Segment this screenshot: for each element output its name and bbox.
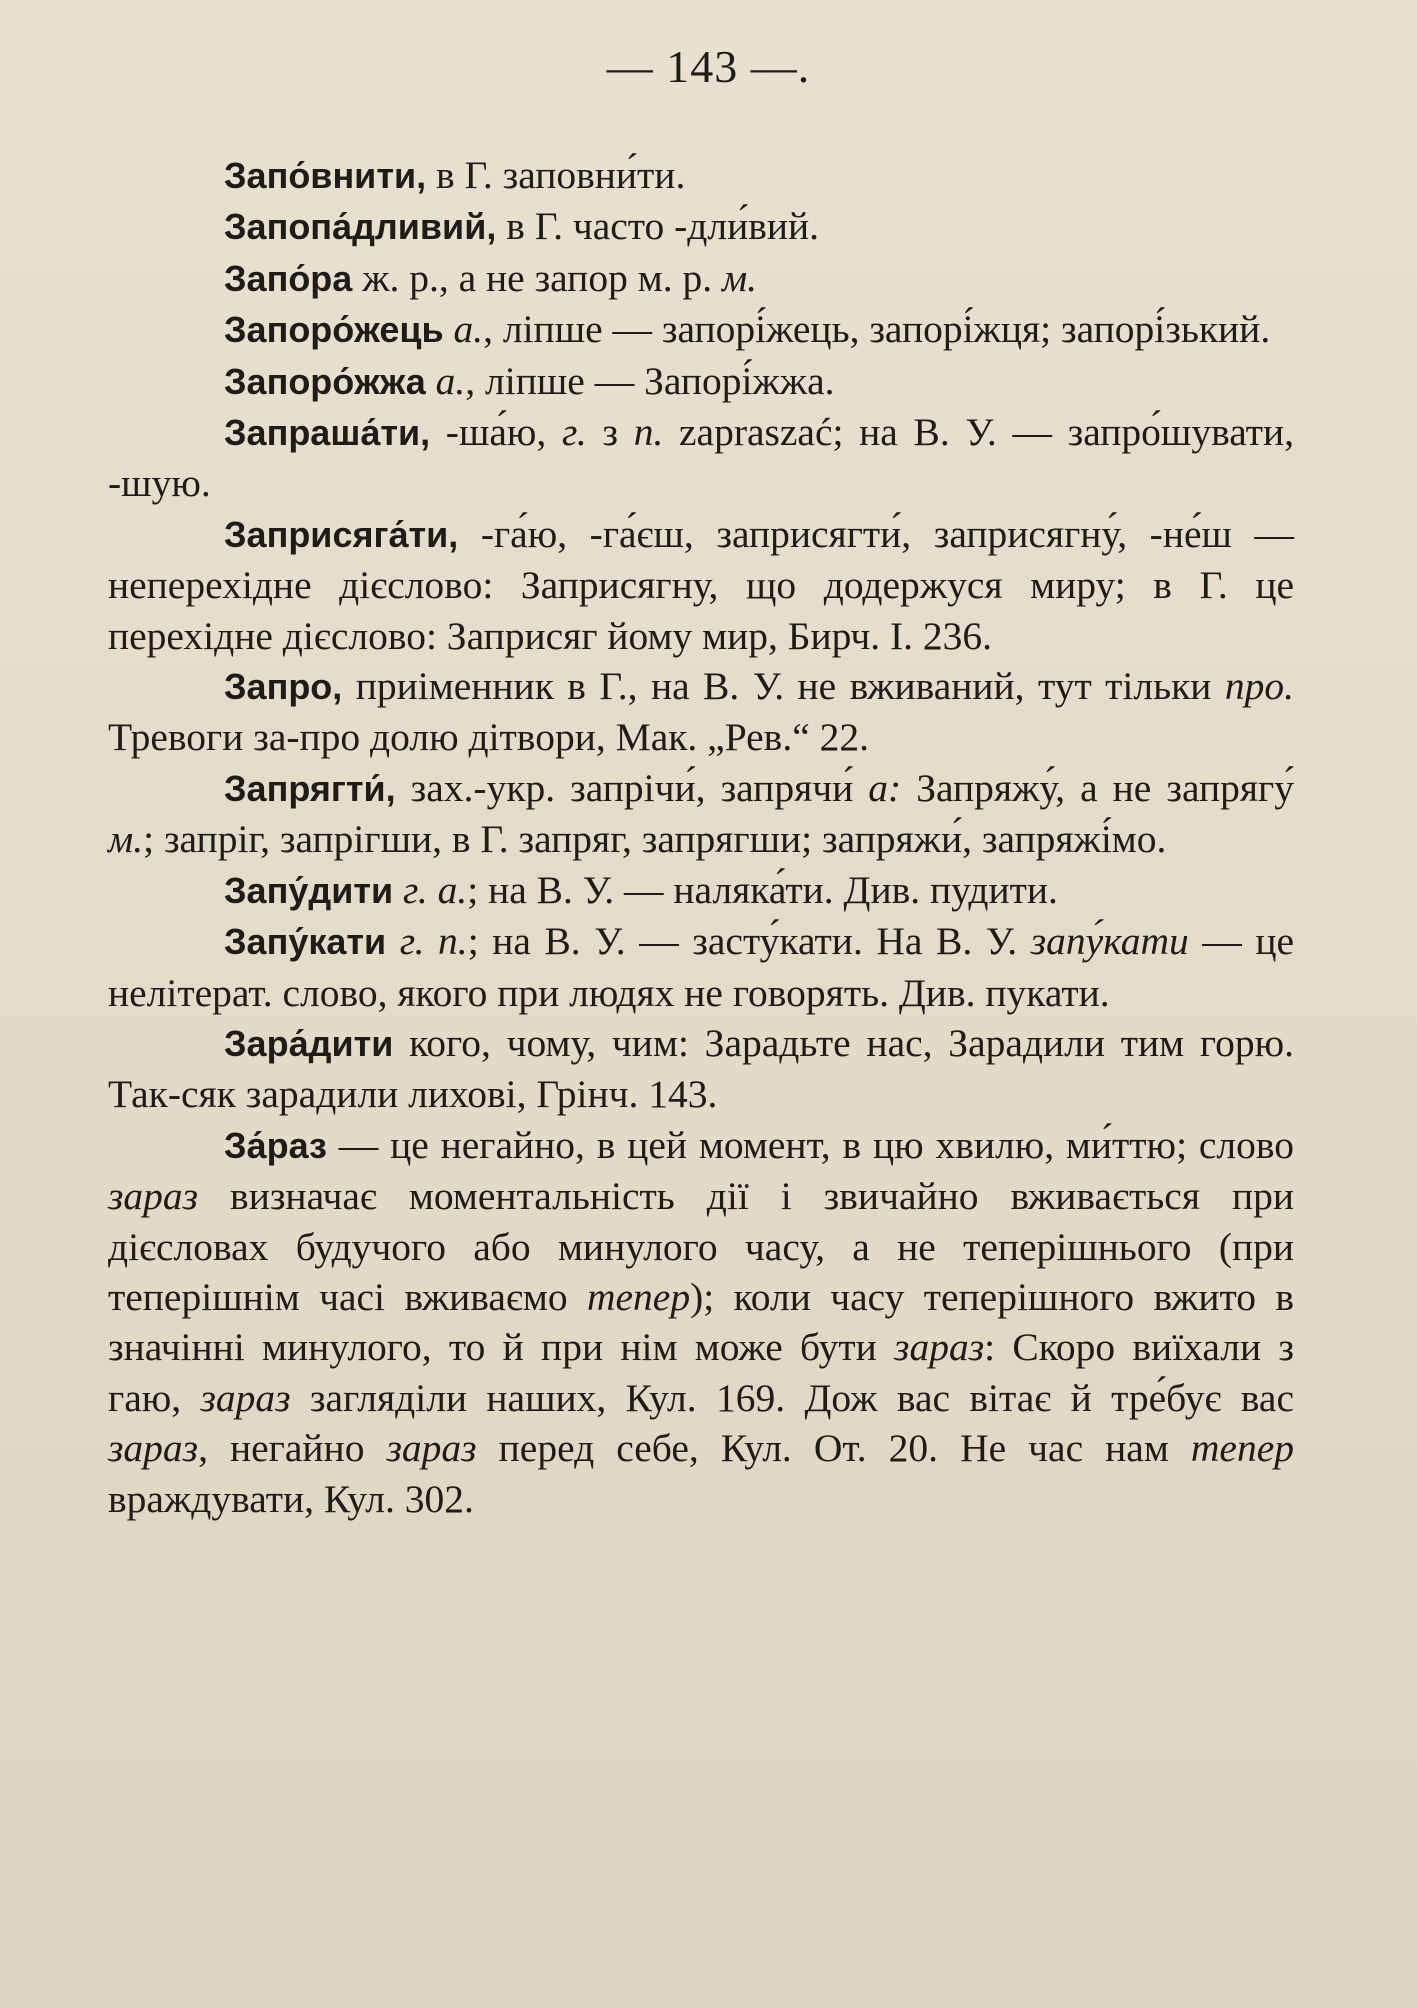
entry-text: враждувати, Кул. 302. — [108, 1476, 474, 1521]
entry-italic: зараз — [108, 1174, 199, 1219]
entry-italic: м. — [108, 817, 144, 862]
headword: Запраша́ти, — [224, 412, 431, 454]
entry-zapukaty — [108, 916, 1294, 1018]
entry-text: -ша́ю, — [430, 410, 562, 455]
entry-text: — це негайно, в цей момент, в цю хвилю, ми́ттю; слово — [326, 1122, 1294, 1167]
headword: Запро, — [224, 666, 343, 708]
entry-text: ; на В. У. — наляка́ти. Див. пудити. — [467, 867, 1058, 912]
entry-italic: г. п. — [399, 919, 468, 964]
entry-text: ; на В. У. — засту́кати. На В. У. — [467, 919, 1031, 964]
headword: За́раз — [224, 1124, 327, 1166]
headword: Запоро́жжа — [224, 360, 426, 402]
headword: Запрягти́, — [224, 767, 396, 809]
entry-zaproshaty — [108, 407, 1294, 509]
entry-italic: про. — [1224, 664, 1294, 709]
entry-italic: тепер — [1190, 1426, 1294, 1471]
page-number: — 143 —. — [606, 41, 811, 92]
entry-text: ; запріг, запрігши, в Г. запряг, запрягши; запряжи́, запряжі́мо. — [143, 817, 1167, 862]
entry-italic: а: — [868, 765, 902, 810]
headword: Запо́внити, — [224, 155, 427, 196]
headword: Запоро́жець — [224, 309, 444, 351]
entry-text: в Г. заповни́ти. — [426, 153, 686, 197]
entry-text — [386, 919, 400, 963]
headword: Зара́дити — [224, 1022, 394, 1064]
entry-text: Тревоги за-про долю дітвори, Мак. „Рев.“ 22. — [108, 715, 869, 760]
headword: Запу́кати — [224, 921, 387, 963]
entry-italic: г. а. — [402, 867, 468, 912]
entry-text: — це нелітерат. слово, якого при людях не говорять. Див. пукати. — [108, 919, 1295, 1015]
entry-text: zapraszać; на В. У. — запро́шувати, -шую. — [108, 410, 1294, 506]
entry-text: ж. р., а не запор м. р. — [352, 255, 722, 300]
entry-italic: тепер — [587, 1274, 691, 1319]
headword: Запу́дити — [224, 869, 394, 911]
entry-italic: м. — [721, 255, 758, 300]
entry-text: ); коли часу теперішного вжито в значінні минулого, то й при нім може бути — [108, 1274, 1294, 1370]
entry-text: визначає моментальність дії і звичайно вживається при дієсловах будучого або минулого часу, а не теперішнього (при теперішнім часі вживаємо — [108, 1174, 1294, 1319]
entry-zapora — [108, 253, 1294, 304]
entry-italic: зараз — [200, 1375, 291, 1420]
entry-text — [426, 359, 436, 403]
entry-zaprysiahaty — [108, 509, 1294, 661]
entry-text: перед себе, Кул. От. 20. Не час нам — [476, 1426, 1191, 1471]
entry-italic: а. — [453, 307, 484, 352]
entry-text: : Скоро виїхали з гаю, — [108, 1325, 1294, 1420]
entry-text: -га́ю, -га́єш, заприсягти́, заприсягну́, -не́ш — неперехідне дієслово: Заприсягну, що додержуся миру; в Г. це перехідне дієслово: Заприсяг йому мир, Бирч. І. 236. — [108, 511, 1294, 658]
entry-italic: зараз — [108, 1426, 199, 1471]
entry-zapovnyty — [108, 150, 1294, 201]
entry-text: з — [586, 410, 634, 455]
entry-italic: зараз — [894, 1325, 985, 1370]
entry-text: Запряжу́, а не запрягу́ — [901, 765, 1294, 810]
entry-text: , ліпше — Запорі́жжа. — [465, 358, 835, 403]
entry-text — [393, 868, 403, 912]
entry-zaprihty — [108, 763, 1294, 865]
entry-text: зах.-укр. запрічи́, запрячи́ — [395, 765, 869, 810]
headword: Запо́ра — [224, 257, 353, 299]
entry-text: кого, чому, чим: Зарадьте нас, Зарадили тим горю. Так-сяк зарадили лихові, Грінч. 143. — [108, 1020, 1294, 1117]
headword: Заприсяга́ти, — [224, 513, 459, 555]
entry-zaporozhets — [108, 304, 1294, 355]
entry-italic: п. — [633, 410, 664, 455]
entry-zaraz — [108, 1120, 1294, 1524]
entry-zaradyty — [108, 1018, 1294, 1120]
headword: Запопа́дливий, — [224, 206, 497, 248]
entry-text: , негайно — [198, 1426, 387, 1471]
entry-italic: запу́кати — [1030, 919, 1189, 964]
entry-italic: г. — [561, 410, 587, 455]
entry-text: загляділи наших, Кул. 169. Дож вас вітає й тре́бує вас — [290, 1375, 1294, 1420]
entry-zapudyty — [108, 865, 1294, 916]
entry-zapopadlyvyi — [108, 201, 1294, 252]
entry-zaporozhzha — [108, 356, 1294, 407]
entry-italic: а. — [435, 358, 466, 403]
entry-italic: зараз — [386, 1426, 477, 1471]
entry-zapro — [108, 661, 1294, 763]
entry-text: в Г. часто -дли́вий. — [496, 204, 820, 249]
entry-text: приіменник в Г., на В. У. не вживаний, тут тільки — [342, 664, 1225, 709]
entry-text — [444, 307, 454, 351]
dictionary-text — [108, 150, 1294, 1524]
entry-text: , ліпше — запорі́жець, запорі́жця; запорі́зький. — [483, 307, 1271, 352]
